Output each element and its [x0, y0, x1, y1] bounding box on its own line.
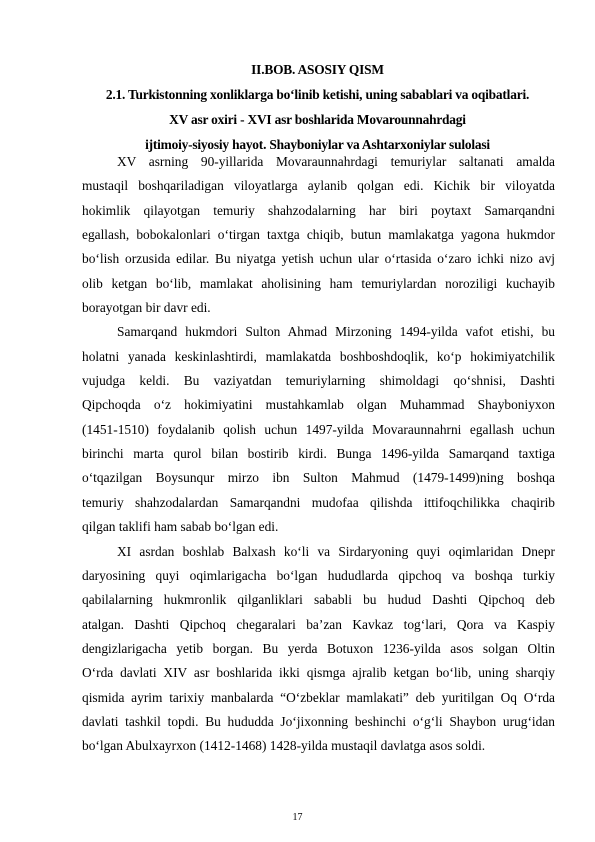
- text-line: XI asrdan boshlab Balxash ko‘li va Sirdaryoning quyi oqimlaridan Dnepr: [117, 543, 555, 559]
- text-line: egallash, bobokalonlari o‘tirgan taxtga chiqib, butun mamlakatga yagona hukmdor: [82, 227, 555, 243]
- text-line: davlati tashkil topdi. Bu hududda Jo‘jixonning beshinchi o‘g‘li Shaybon urug‘idan: [82, 713, 555, 729]
- text-line: mustaqil boshqariladigan viloyatlarga aylanib qolgan edi. Kichik bir viloyatda: [82, 178, 555, 194]
- text-line: Samarqand hukmdori Sulton Ahmad Mirzoning 1494-yilda vafot etishi, bu: [117, 324, 555, 340]
- text-line: qabilalarning hukmronlik qilganliklari sababli bu hudud Dashti Qipchoq deb: [82, 592, 555, 608]
- text-line: qismida ayrim tarixiy manbalarda “O‘zbeklar mamlakati” deb yuritilgan Oq O‘rda: [82, 689, 555, 705]
- page-number: 17: [292, 812, 303, 823]
- text-line: holatni yanada keskinlashtirdi, mamlakatda boshboshdoqlik, ko‘p hokimiyatchilik: [82, 348, 555, 364]
- chapter-title: II.BOB. ASOSIY QISM: [251, 62, 384, 77]
- paragraph-1: [82, 150, 555, 320]
- text-line: o‘tqazilgan Boysunqur mirzo ibn Sulton Mahmud (1479-1499)ning boshqa: [82, 470, 555, 486]
- section-title-line-1: 2.1. Turkistonning xonliklarga bo‘linib ketishi, uning sabablari va oqibatlari.: [105, 87, 530, 102]
- text-line: borayotgan bir davr edi.: [82, 300, 211, 316]
- section-title-line-3: ijtimoiy-siyosiy hayot. Shayboniylar va Ashtarxoniylar sulolasi: [145, 137, 490, 152]
- text-line: Qipchoqda o‘z hokimiyatini mustahkamlab olgan Muhammad Shayboniyxon: [82, 397, 555, 413]
- text-line: vujudga keldi. Bu vaziyatdan temuriylarning shimoldagi qo‘shnisi, Dashti: [82, 373, 555, 389]
- text-line: bo‘lgan Abulxayrxon (1412-1468) 1428-yilda mustaqil davlatga asos soldi.: [82, 738, 486, 754]
- body-text: [82, 150, 555, 759]
- text-line: daryosining quyi oqimlarigacha bo‘lgan hududlarda qipchoq va boshqa turkiy: [82, 567, 555, 583]
- text-line: birinchi marta qurol bilan bostirib kirdi. Bunga 1496-yilda Samarqand taxtiga: [82, 446, 555, 462]
- text-line: bo‘lish orzusida edilar. Bu niyatga yetish uchun ular o‘rtasida o‘zaro ichki nizo avj: [82, 251, 555, 267]
- paragraph-3: [82, 540, 555, 759]
- text-line: XV asrning 90-yillarida Movaraunnahrdagi temuriylar saltanati amalda: [117, 154, 555, 169]
- text-line: temuriy shahzodalardan Samarqandni mudofaa qilishda ittifoqchilikka chaqirib: [82, 494, 555, 510]
- text-line: (1451-1510) foydalanib qolish uchun 1497-yilda Movaraunnahrni egallash uchun: [82, 421, 555, 437]
- text-line: qilgan taklifi ham sabab bo‘lgan edi.: [82, 519, 279, 535]
- section-title-line-2: XV asr oxiri - XVI asr boshlarida Movarounnahrdagi: [169, 112, 466, 127]
- text-line: O‘rda davlati XIV asr boshlarida ikki qismga ajralib ketgan bo‘lib, uning sharqiy: [82, 665, 555, 681]
- text-line: hokimlik qilayotgan temuriy shahzodalarning har biri poytaxt Samarqandni: [82, 202, 555, 218]
- text-line: dengizlarigacha yetib borgan. Bu yerda Botuxon 1236-yilda asos solgan Oltin: [82, 640, 555, 656]
- text-line: atalgan. Dashti Qipchoq chegaralari ba’zan Kavkaz tog‘lari, Qora va Kaspiy: [82, 616, 555, 632]
- text-line: olib ketgan bo‘lib, mamlakat aholisining ham temuriylardan noroziligi kuchayib: [82, 275, 555, 291]
- chapter-headings: [80, 57, 555, 157]
- paragraph-2: [82, 320, 555, 539]
